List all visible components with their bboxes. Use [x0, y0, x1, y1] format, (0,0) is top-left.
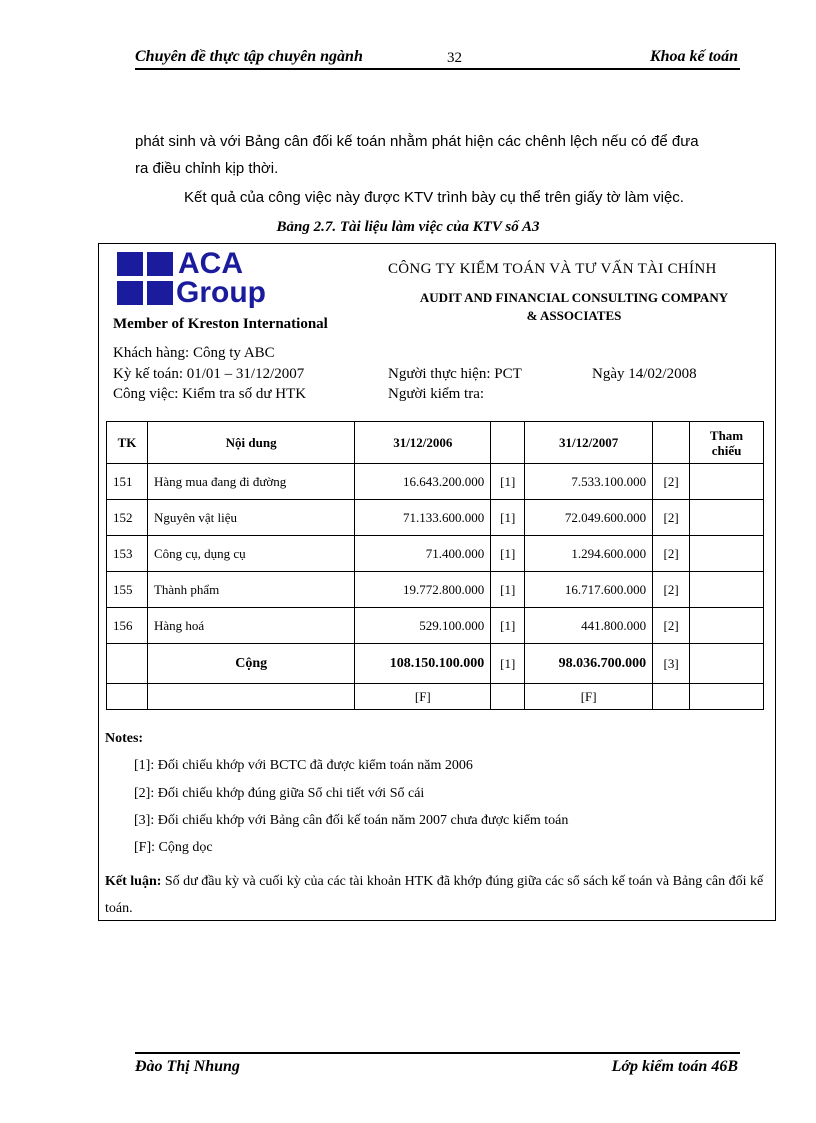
client-label: Khách hàng: Công ty ABC [113, 345, 275, 361]
footing-mark-cell: [F] [525, 684, 653, 710]
total-2007-cell: 98.036.700.000 [525, 644, 653, 684]
table-row [107, 536, 764, 572]
tick-mark-cell: [1] [491, 464, 525, 500]
account-cell: 151 [107, 464, 148, 500]
task-label: Công việc: Kiểm tra số dư HTK [113, 386, 307, 402]
note-item: [1]: Đối chiếu khớp với BCTC đã được kiểm toán năm 2006 [134, 758, 473, 773]
logo-text-group: Group [176, 276, 266, 309]
account-cell: 153 [107, 536, 148, 572]
conclusion-text: Số dư đầu kỳ và cuối kỳ của các tài khoản HTK đã khớp đúng giữa các sổ sách kế toán và Bảng cân đối kế toán. [105, 874, 764, 916]
conclusion-label: Kết luận: [105, 874, 162, 889]
description-cell: Công cụ, dụng cụ [147, 536, 354, 572]
footing-mark-cell: [F] [355, 684, 491, 710]
table-header-row [107, 422, 764, 464]
logo-text-aca: ACA [178, 247, 243, 280]
tick-mark-cell: [2] [653, 572, 690, 608]
total-2006-cell: 108.150.100.000 [355, 644, 491, 684]
note-item: [2]: Đối chiếu khớp đúng giữa Sổ chi tiết với Sổ cái [134, 786, 425, 801]
amount-2006-cell: 71.400.000 [355, 536, 491, 572]
table-row [107, 572, 764, 608]
conclusion [105, 868, 770, 922]
tick-mark-cell: [1] [491, 536, 525, 572]
tick-mark-cell: [2] [653, 464, 690, 500]
amount-2006-cell: 529.100.000 [355, 608, 491, 644]
date-label: Ngày 14/02/2008 [592, 366, 697, 382]
header-right: Khoa kế toán [649, 48, 738, 65]
column-header: Tham chiếu [690, 422, 764, 464]
column-header: TK [107, 422, 148, 464]
tick-mark-cell: [2] [653, 608, 690, 644]
tick-mark-cell: [1] [491, 500, 525, 536]
tick-mark-cell: [1] [491, 572, 525, 608]
member-line: Member of Kreston International [113, 316, 328, 332]
account-cell: 152 [107, 500, 148, 536]
tick-mark-cell: [1] [491, 608, 525, 644]
footer-class: Lớp kiểm toán 46B [611, 1058, 738, 1075]
table-row [107, 500, 764, 536]
paragraph: Kết quả của công việc này được KTV trình bày cụ thể trên giấy tờ làm việc. [184, 189, 684, 206]
amount-2007-cell: 7.533.100.000 [525, 464, 653, 500]
total-label: Cộng [147, 644, 354, 684]
paragraph-line: ra điều chỉnh kịp thời. [135, 160, 279, 177]
reference-cell [690, 500, 764, 536]
tick-mark-cell: [2] [653, 536, 690, 572]
account-cell: 155 [107, 572, 148, 608]
tick-mark-cell [653, 684, 690, 710]
reviewer-label: Người kiểm tra: [388, 386, 485, 402]
reference-cell [690, 536, 764, 572]
amount-2007-cell: 441.800.000 [525, 608, 653, 644]
amount-2007-cell: 1.294.600.000 [525, 536, 653, 572]
amount-2006-cell: 71.133.600.000 [355, 500, 491, 536]
column-header [653, 422, 690, 464]
tick-mark-cell: [2] [653, 500, 690, 536]
company-name-en-line1: AUDIT AND FINANCIAL CONSULTING COMPANY [419, 290, 729, 305]
account-cell [107, 644, 148, 684]
table-caption: Bảng 2.7. Tài liệu làm việc của KTV số A3 [276, 219, 540, 235]
description-cell [147, 684, 354, 710]
tick-mark-cell: [1] [491, 644, 525, 684]
header-left: Chuyên đề thực tập chuyên ngành [135, 48, 363, 65]
tick-mark-cell: [3] [653, 644, 690, 684]
note-item: [F]: Cộng dọc [134, 840, 213, 855]
column-header: 31/12/2006 [355, 422, 491, 464]
table-row [107, 464, 764, 500]
total-row [107, 644, 764, 684]
logo-square-icon [117, 252, 143, 276]
reference-cell [690, 684, 764, 710]
note-item: [3]: Đối chiếu khớp với Bảng cân đối kế toán năm 2007 chưa được kiểm toán [134, 813, 569, 828]
reference-cell [690, 464, 764, 500]
company-name-en [388, 289, 760, 325]
amount-2006-cell: 16.643.200.000 [355, 464, 491, 500]
column-header: Nội dung [147, 422, 354, 464]
amount-2007-cell: 16.717.600.000 [525, 572, 653, 608]
aca-group-logo [117, 247, 267, 310]
reference-cell [690, 608, 764, 644]
logo-square-icon [147, 281, 173, 305]
column-header: 31/12/2007 [525, 422, 653, 464]
preparer-label: Người thực hiện: PCT [388, 366, 522, 382]
column-header [491, 422, 525, 464]
page-footer [135, 1052, 740, 1078]
footer-author: Đào Thị Nhung [135, 1058, 240, 1075]
account-cell [107, 684, 148, 710]
page-header [135, 48, 740, 70]
account-cell: 156 [107, 608, 148, 644]
reference-cell [690, 572, 764, 608]
company-name-en-line2: & ASSOCIATES [526, 308, 622, 323]
page-number: 32 [447, 50, 462, 66]
description-cell: Nguyên vật liệu [147, 500, 354, 536]
description-cell: Hàng hoá [147, 608, 354, 644]
description-cell: Thành phẩm [147, 572, 354, 608]
table-row [107, 608, 764, 644]
inventory-balance-table [106, 421, 764, 710]
logo-square-icon [117, 281, 143, 305]
amount-2006-cell: 19.772.800.000 [355, 572, 491, 608]
tick-mark-cell [491, 684, 525, 710]
reference-cell [690, 644, 764, 684]
footing-row [107, 684, 764, 710]
logo-square-icon [147, 252, 173, 276]
description-cell: Hàng mua đang đi đường [147, 464, 354, 500]
notes-title: Notes: [105, 731, 144, 746]
amount-2007-cell: 72.049.600.000 [525, 500, 653, 536]
paragraph-line: phát sinh và với Bảng cân đối kế toán nhằm phát hiện các chênh lệch nếu có để đưa [135, 133, 699, 150]
company-name-vn: CÔNG TY KIỂM TOÁN VÀ TƯ VẤN TÀI CHÍNH [388, 261, 717, 277]
period-label: Kỳ kế toán: 01/01 – 31/12/2007 [113, 366, 305, 382]
